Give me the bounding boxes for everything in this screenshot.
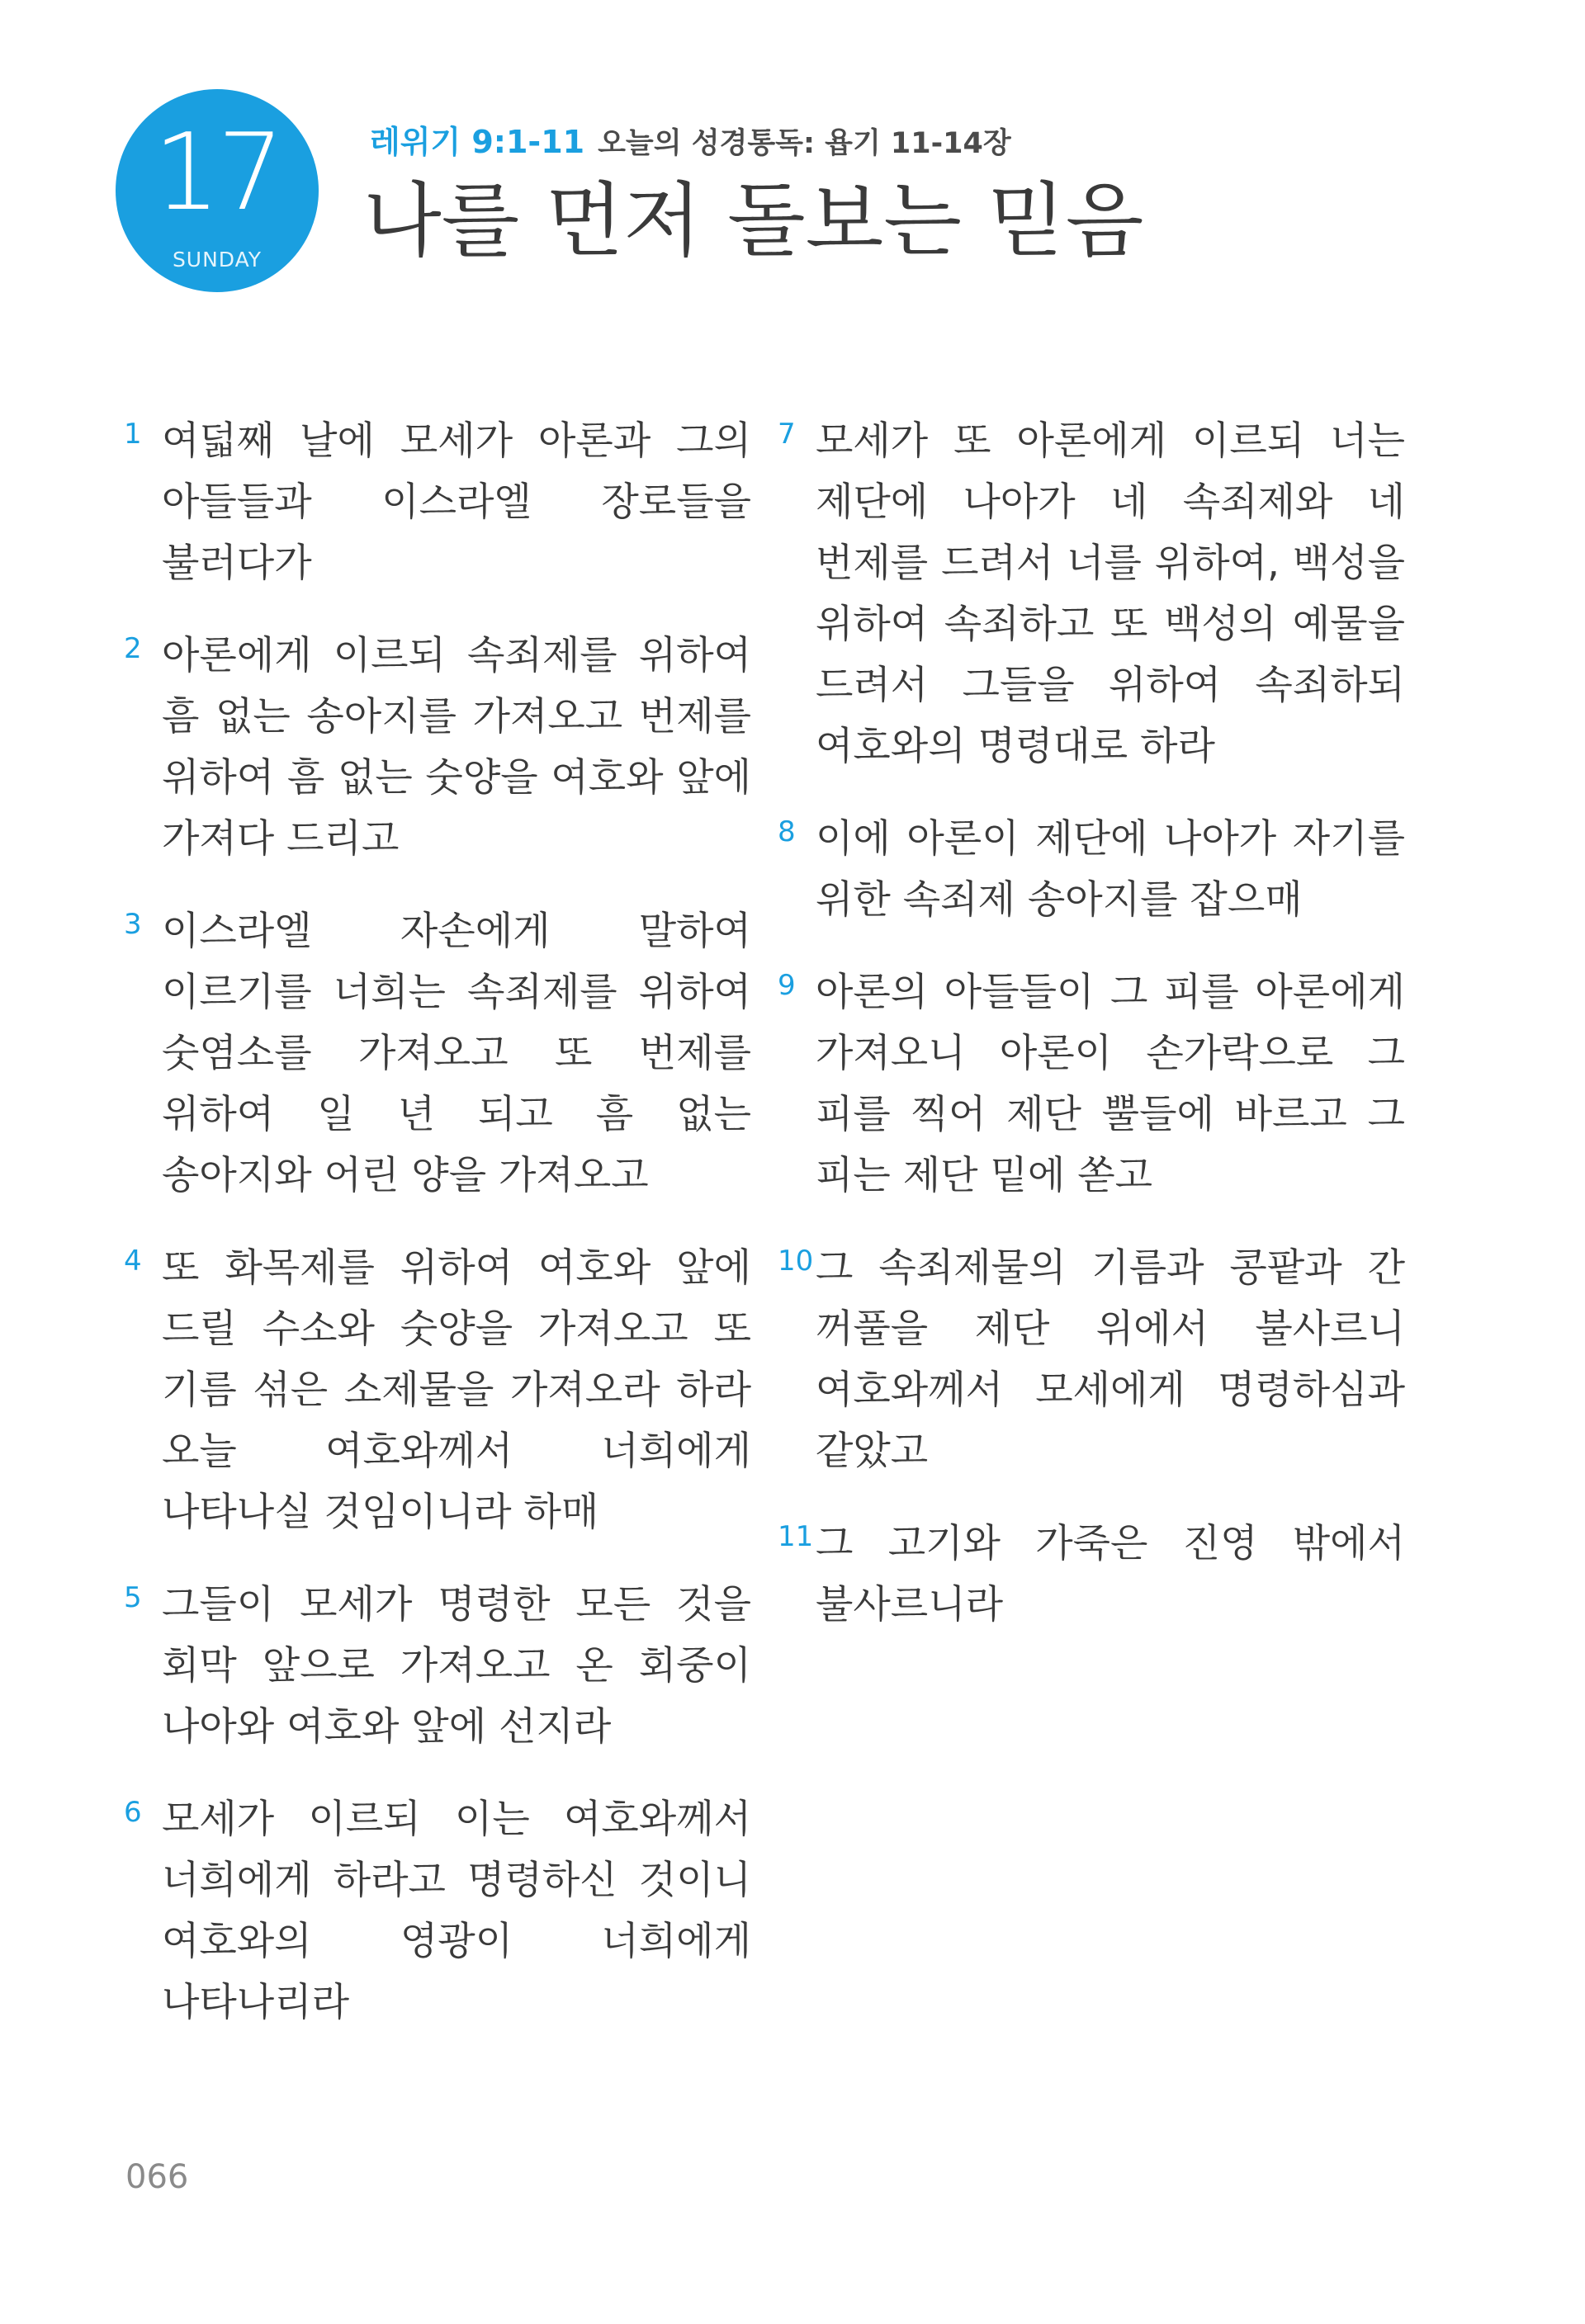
verse-text: 모세가 이르되 이는 여호와께서 너희에게 하라고 명령하신 것이니 여호와의 영광이 너희에게 나타나리라 xyxy=(162,1797,751,2025)
verse xyxy=(778,962,1405,1207)
verse-text: 또 화목제를 위하여 여호와 앞에 드릴 수소와 숫양을 가져오고 또 기름 섞은 소제물을 가져오라 하라 오늘 여호와께서 너희에게 나타나실 것임이니라 하매 xyxy=(162,1245,751,1535)
verse xyxy=(124,901,751,1207)
verse xyxy=(124,1789,751,2034)
verse-text: 그 고기와 가죽은 진영 밖에서 불사르니라 xyxy=(816,1521,1405,1627)
verse-text: 모세가 또 아론에게 이르되 너는 제단에 나아가 네 속죄제와 네 번제를 드려서 너를 위하여, 백성을 위하여 속죄하고 또 백성의 예물을 드려서 그들을 위하여 속죄하되 여호와의 명령대로 하라 xyxy=(816,418,1405,769)
verse xyxy=(124,1238,751,1543)
verse-text: 아론에게 이르되 속죄제를 위하여 흠 없는 송아지를 가져오고 번제를 위하여 흠 없는 숫양을 여호와 앞에 가져다 드리고 xyxy=(162,633,751,862)
reading-info xyxy=(370,122,1011,163)
page-title: 나를 먼저 돌보는 믿음 xyxy=(363,174,1144,268)
verse-number: 1 xyxy=(124,418,142,451)
page-number: 066 xyxy=(125,2158,189,2196)
verse-text: 그들이 모세가 명령한 모든 것을 회막 앞으로 가져오고 온 회중이 나아와 여호와 앞에 선지라 xyxy=(162,1582,751,1750)
verse-number: 11 xyxy=(778,1520,814,1553)
verse xyxy=(778,411,1405,777)
verse xyxy=(778,1238,1405,1482)
verse-text: 아론의 아들들이 그 피를 아론에게 가져오니 아론이 손가락으로 그 피를 찍어 제단 뿔들에 바르고 그 피는 제단 밑에 쏟고 xyxy=(816,970,1405,1198)
verse xyxy=(124,626,751,870)
verse-number: 7 xyxy=(778,418,796,451)
verse xyxy=(124,1575,751,1758)
verse-number: 5 xyxy=(124,1581,142,1614)
verse xyxy=(124,411,751,594)
verse xyxy=(778,1514,1405,1636)
verse-number: 2 xyxy=(124,632,142,665)
verse-number: 3 xyxy=(124,908,142,941)
verse-number: 6 xyxy=(124,1796,142,1829)
verses-left-column xyxy=(124,411,751,2065)
verse-number: 10 xyxy=(778,1245,814,1278)
daily-reading-plan: 오늘의 성경통독: 욥기 11-14장 xyxy=(598,127,1011,160)
verse xyxy=(778,809,1405,931)
verse-text: 이에 아론이 제단에 나아가 자기를 위한 속죄제 송아지를 잡으매 xyxy=(816,816,1405,923)
day-of-week: SUNDAY xyxy=(172,248,263,272)
verse-text: 여덟째 날에 모세가 아론과 그의 아들들과 이스라엘 장로들을 불러다가 xyxy=(162,418,751,586)
verse-text: 그 속죄제물의 기름과 콩팥과 간 꺼풀을 제단 위에서 불사르니 여호와께서 모세에게 명령하심과 같았고 xyxy=(816,1245,1405,1474)
scripture-reference: 레위기 9:1-11 xyxy=(370,124,585,160)
verses-right-column xyxy=(778,411,1405,1667)
verse-text: 이스라엘 자손에게 말하여 이르기를 너희는 속죄제를 위하여 숫염소를 가져오고 또 번제를 위하여 일 년 되고 흠 없는 송아지와 어린 양을 가져오고 xyxy=(162,909,751,1198)
verse-number: 4 xyxy=(124,1245,142,1278)
date-badge xyxy=(116,89,319,292)
verse-number: 9 xyxy=(778,969,796,1002)
date-number: 17 xyxy=(153,111,282,234)
verse-number: 8 xyxy=(778,815,796,848)
